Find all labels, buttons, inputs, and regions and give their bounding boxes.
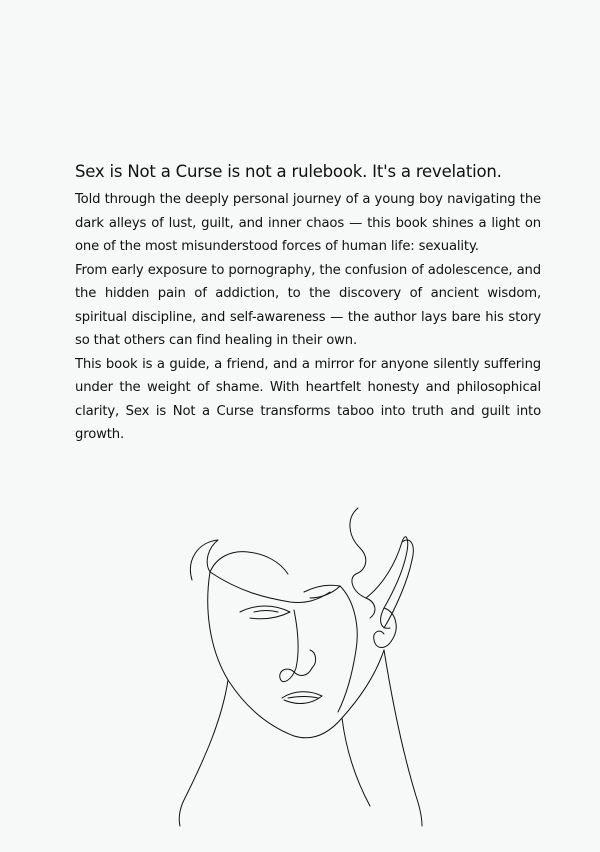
- blurb-paragraph-3: This book is a guide, a friend, and a mirror for anyone silently suffering under the weight of shame. With heartfelt honesty and philosophical clarity, Sex is Not a Curse transforms taboo into truth and guilt into growth.: [75, 356, 541, 442]
- blurb-paragraph-1: Told through the deeply personal journey of a young boy navigating the dark alleys of lust, guilt, and inner chaos — this book shines a light on one of the most misunderstood forces of human life: sexuality.: [75, 192, 541, 254]
- line-art-face-icon: [170, 500, 450, 830]
- blurb-block: [75, 160, 541, 447]
- blurb-paragraph-2: From early exposure to pornography, the confusion of adolescence, and the hidden pain of addiction, to the discovery of ancient wisdom, spiritual discipline, and self-awareness — the author lays bare his story so that others can find healing in their own.: [75, 262, 541, 348]
- headline: Sex is Not a Curse is not a rulebook. It's a revelation.: [75, 162, 502, 181]
